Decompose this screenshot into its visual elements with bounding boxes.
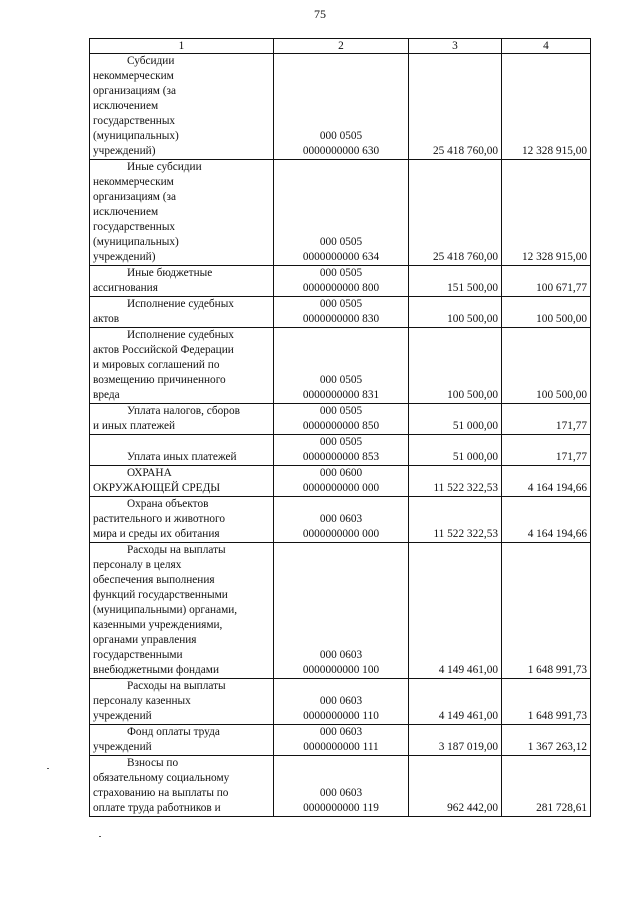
row-code-cell: 000 0603 0000000000 000 [274, 497, 409, 543]
row-fact-cell: 100 500,00 [502, 297, 591, 328]
row-plan-cell: 11 522 322,53 [409, 466, 502, 497]
row-fact-cell: 171,77 [502, 404, 591, 435]
table-row [90, 404, 591, 435]
row-name-cell: Уплата иных платежей [90, 435, 274, 466]
table-row [90, 297, 591, 328]
row-name-cell: Расходы на выплаты персоналу казенных учреждений [90, 679, 274, 725]
column-header-3: 3 [409, 39, 502, 54]
row-plan-cell: 4 149 461,00 [409, 679, 502, 725]
table-row [90, 543, 591, 679]
row-plan-cell: 151 500,00 [409, 266, 502, 297]
row-name-cell: Иные субсидии некоммерческим организациям (за исключением государственных (муниципальных) учреждений) [90, 160, 274, 266]
row-fact-cell: 1 648 991,73 [502, 543, 591, 679]
row-plan-cell: 25 418 760,00 [409, 160, 502, 266]
table-row [90, 54, 591, 160]
header-row [90, 39, 591, 54]
row-code-cell: 000 0505 0000000000 630 [274, 54, 409, 160]
row-name-cell: Иные бюджетные ассигнования [90, 266, 274, 297]
row-fact-cell: 4 164 194,66 [502, 466, 591, 497]
row-fact-cell: 100 500,00 [502, 328, 591, 404]
scan-speck [99, 836, 101, 837]
row-fact-cell: 1 648 991,73 [502, 679, 591, 725]
row-fact-cell: 171,77 [502, 435, 591, 466]
row-code-cell: 000 0505 0000000000 831 [274, 328, 409, 404]
row-name-cell: Расходы на выплаты персоналу в целях обеспечения выполнения функций государственными (муниципальными) органами, казенными учреждениями, органами управления государственными внебюджетными фондами [90, 543, 274, 679]
row-name-cell: Субсидии некоммерческим организациям (за исключением государственных (муниципальных) учреждений) [90, 54, 274, 160]
table-row [90, 725, 591, 756]
row-fact-cell: 4 164 194,66 [502, 497, 591, 543]
row-name-cell: Охрана объектов растительного и животного мира и среды их обитания [90, 497, 274, 543]
page-number: 75 [314, 7, 326, 21]
row-code-cell: 000 0603 0000000000 111 [274, 725, 409, 756]
table-row [90, 160, 591, 266]
row-code-cell: 000 0603 0000000000 119 [274, 756, 409, 817]
row-plan-cell: 100 500,00 [409, 328, 502, 404]
row-name-cell: ОХРАНА ОКРУЖАЮЩЕЙ СРЕДЫ [90, 466, 274, 497]
table-row [90, 756, 591, 817]
column-header-2: 2 [274, 39, 409, 54]
row-name-cell: Исполнение судебных актов [90, 297, 274, 328]
row-code-cell: 000 0600 0000000000 000 [274, 466, 409, 497]
row-code-cell: 000 0505 0000000000 634 [274, 160, 409, 266]
scan-speck [47, 768, 49, 769]
row-plan-cell: 51 000,00 [409, 435, 502, 466]
row-name-cell: Уплата налогов, сборов и иных платежей [90, 404, 274, 435]
table-row [90, 679, 591, 725]
table-row [90, 466, 591, 497]
table-row [90, 266, 591, 297]
row-plan-cell: 3 187 019,00 [409, 725, 502, 756]
row-code-cell: 000 0505 0000000000 800 [274, 266, 409, 297]
row-name-cell: Исполнение судебных актов Российской Федерации и мировых соглашений по возмещению причиненного вреда [90, 328, 274, 404]
row-code-cell: 000 0505 0000000000 850 [274, 404, 409, 435]
row-plan-cell: 4 149 461,00 [409, 543, 502, 679]
row-fact-cell: 12 328 915,00 [502, 54, 591, 160]
row-plan-cell: 25 418 760,00 [409, 54, 502, 160]
row-code-cell: 000 0603 0000000000 110 [274, 679, 409, 725]
row-plan-cell: 51 000,00 [409, 404, 502, 435]
row-name-cell: Фонд оплаты труда учреждений [90, 725, 274, 756]
row-plan-cell: 100 500,00 [409, 297, 502, 328]
row-code-cell: 000 0603 0000000000 100 [274, 543, 409, 679]
column-header-4: 4 [502, 39, 591, 54]
row-plan-cell: 11 522 322,53 [409, 497, 502, 543]
row-fact-cell: 281 728,61 [502, 756, 591, 817]
budget-execution-table [89, 38, 591, 817]
table-row [90, 497, 591, 543]
column-header-1: 1 [90, 39, 274, 54]
table-row [90, 435, 591, 466]
row-fact-cell: 100 671,77 [502, 266, 591, 297]
row-plan-cell: 962 442,00 [409, 756, 502, 817]
row-code-cell: 000 0505 0000000000 830 [274, 297, 409, 328]
row-code-cell: 000 0505 0000000000 853 [274, 435, 409, 466]
row-name-cell: Взносы по обязательному социальному страхованию на выплаты по оплате труда работников и [90, 756, 274, 817]
table-row [90, 328, 591, 404]
row-fact-cell: 1 367 263,12 [502, 725, 591, 756]
row-fact-cell: 12 328 915,00 [502, 160, 591, 266]
